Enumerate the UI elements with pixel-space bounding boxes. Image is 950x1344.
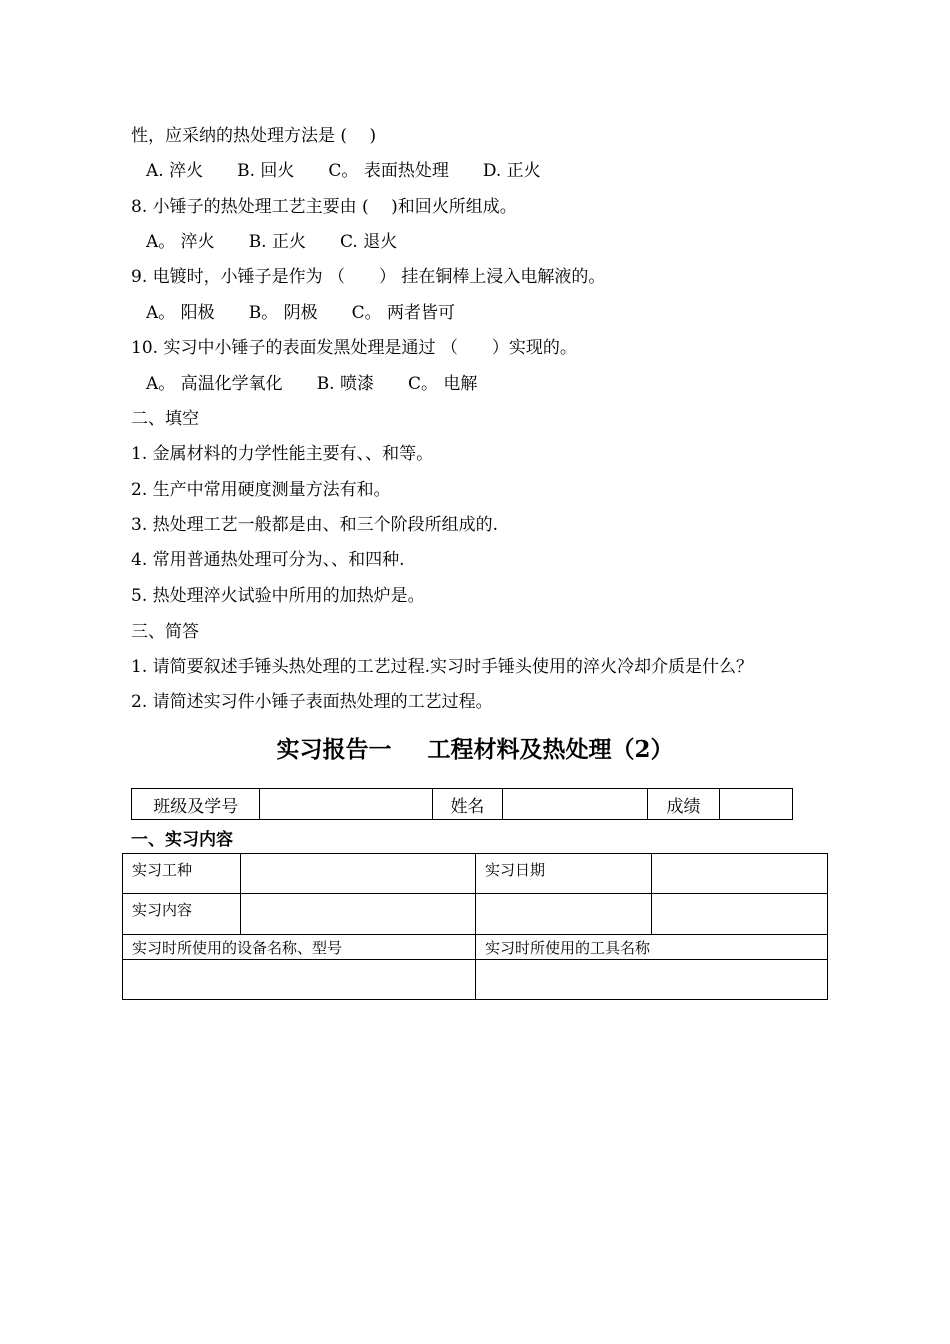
option: B。 阴极 — [248, 303, 318, 323]
score-label: 成绩 — [647, 789, 720, 820]
equipment-field[interactable] — [123, 960, 476, 1000]
fill-item: 4. 常用普通热处理可分为、、和四种. — [131, 550, 405, 570]
content-field-2[interactable] — [476, 894, 652, 935]
practice-content-table — [122, 853, 828, 1000]
fill-item: 5. 热处理淬火试验中所用的加热炉是。 — [131, 586, 425, 606]
option: D. 正火 — [482, 161, 541, 181]
short-answer-item: 2. 请简述实习件小锤子表面热处理的工艺过程。 — [131, 692, 493, 712]
work-type-field[interactable] — [241, 854, 476, 894]
content-field[interactable] — [241, 894, 476, 935]
option: A。 淬火 — [146, 232, 215, 252]
question-7-continuation: 性，应采纳的热处理方法是 ( ) — [131, 126, 377, 146]
date-label: 实习日期 — [476, 854, 652, 894]
option: C。 电解 — [408, 374, 478, 394]
question-10-options — [146, 373, 511, 395]
content-field-3[interactable] — [652, 894, 828, 935]
option: C。 两者皆可 — [351, 303, 456, 323]
report-title-left: 实习报告一 — [276, 736, 392, 763]
class-label: 班级及学号 — [132, 789, 260, 820]
score-field[interactable] — [720, 789, 793, 820]
report-title — [0, 733, 950, 767]
report-title-right: 工程材料及热处理（2） — [427, 736, 674, 763]
section-practice-content-heading: 一、实习内容 — [131, 830, 233, 850]
option: A。 高温化学氧化 — [146, 374, 283, 394]
short-answer-heading: 三、简答 — [131, 622, 199, 642]
question-10: 10. 实习中小锤子的表面发黑处理是通过 （ ）实现的。 — [131, 338, 577, 358]
option: B. 回火 — [237, 161, 295, 181]
option: C. 退火 — [340, 232, 398, 252]
content-label: 实习内容 — [123, 894, 241, 935]
question-7-options — [146, 160, 575, 182]
tools-label: 实习时所使用的工具名称 — [476, 935, 828, 960]
question-9-options — [146, 302, 489, 324]
question-8-options — [146, 231, 431, 253]
fill-item: 1. 金属材料的力学性能主要有、、和等。 — [131, 444, 434, 464]
class-field[interactable] — [260, 789, 432, 820]
option: C。 表面热处理 — [328, 161, 449, 181]
name-label: 姓名 — [432, 789, 503, 820]
fill-heading: 二、填空 — [131, 409, 199, 429]
option: A. 淬火 — [146, 161, 204, 181]
student-info-table — [131, 788, 793, 820]
fill-item: 3. 热处理工艺一般都是由、和三个阶段所组成的. — [131, 515, 499, 535]
fill-item: 2. 生产中常用硬度测量方法有和。 — [131, 480, 391, 500]
option: B. 正火 — [248, 232, 306, 252]
equipment-label: 实习时所使用的设备名称、型号 — [123, 935, 476, 960]
option: A。 阳极 — [146, 303, 215, 323]
name-field[interactable] — [503, 789, 647, 820]
date-field[interactable] — [652, 854, 828, 894]
question-8: 8. 小锤子的热处理工艺主要由 ( )和回火所组成。 — [131, 197, 517, 217]
tools-field[interactable] — [476, 960, 828, 1000]
option: B. 喷漆 — [316, 374, 374, 394]
short-answer-item: 1. 请简要叙述手锤头热处理的工艺过程.实习时手锤头使用的淬火冷却介质是什么？ — [131, 657, 754, 677]
work-type-label: 实习工种 — [123, 854, 241, 894]
question-9: 9. 电镀时，小锤子是作为 （ ） 挂在铜棒上浸入电解液的。 — [131, 267, 606, 287]
